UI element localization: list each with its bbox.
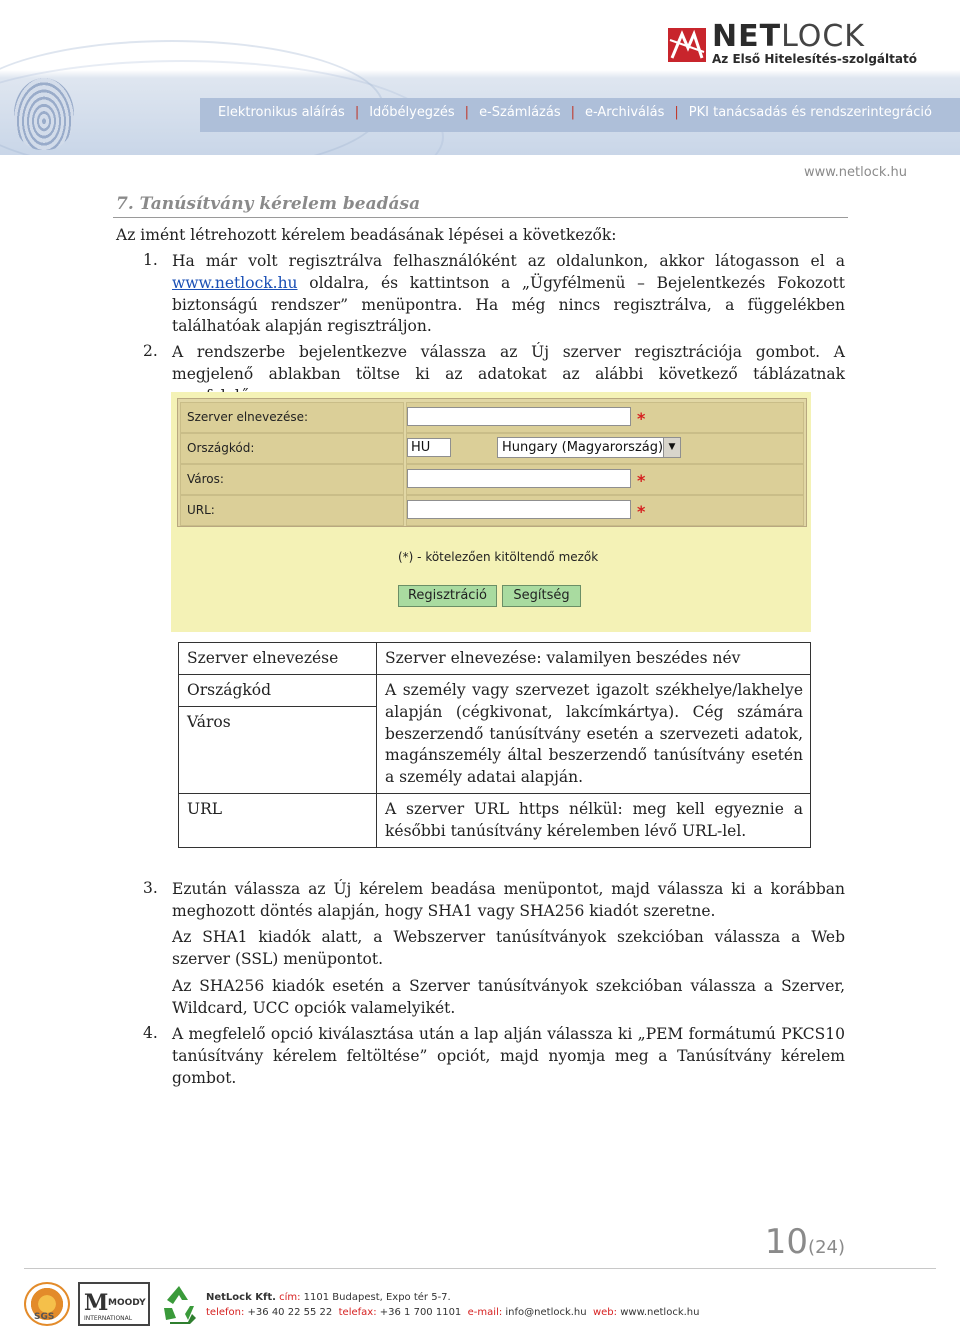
recycle-icon [158, 1282, 200, 1326]
table-row-divider [179, 793, 810, 794]
table-row-divider [179, 706, 376, 707]
chevron-down-icon[interactable]: ▼ [663, 438, 680, 457]
city-label: Város: [187, 472, 224, 486]
table-cell-field: URL [187, 800, 223, 818]
table-cell-description: A szerver URL https nélkül: meg kell egyeznie a későbbi tanúsítvány kérelemben lévő URL-lel. [385, 800, 803, 840]
url-input[interactable] [407, 500, 631, 519]
nav-separator: | [674, 105, 679, 120]
step-3-sha1-text: Az SHA1 kiadók alatt, a Webszerver tanúsítványok szekcióban válassza a Web szerver (SSL) menüpontot. [172, 928, 845, 968]
site-url: www.netlock.hu [803, 165, 907, 180]
moody-badge-label: MOODY [108, 1298, 146, 1308]
step-2-text: A rendszerbe bejelentkezve válassza az Új szerver regisztrációja gombot. A megjelenő ablakban töltse ki az adatokat az alábbi következő táblázatnak [172, 343, 845, 383]
form-label-cell [180, 495, 404, 526]
server-name-label: Szerver elnevezése: [187, 410, 309, 424]
country-select-value: Hungary (Magyarország) [502, 440, 664, 455]
step-1-text: Ha már volt regisztrálva felhasználóként az oldalunkon, akkor látogasson el a www.netlock.hu oldalra, és kattintson a „Ügyfélmenü – Bejelentkezés Fokozott biztonságú rendszer” menüpontra. Ha még nincs regisztrálva, a függelékben találhatóak alapján regisztráljon. [172, 252, 845, 336]
page-number: 10(24) [764, 1222, 845, 1262]
nav-separator: | [354, 105, 360, 120]
required-mark: * [637, 471, 646, 490]
form-input-cell [406, 433, 804, 464]
step-4-text: A megfelelő opció kiválasztása után a lap alján válassza ki „PEM formátumú PKCS10 tanúsítvány kérelem feltöltése” opciót, majd nyomja meg a Tanúsítvány kérelem gombot. [172, 1025, 845, 1087]
nav-item-electronic-signature: Elektronikus aláírás [218, 105, 345, 120]
table-cell-field: Város [187, 713, 231, 731]
netlock-link[interactable]: www.netlock.hu [172, 273, 298, 292]
sgs-badge-label: SGS [34, 1312, 55, 1322]
required-mark: * [637, 502, 646, 521]
step-number: 4. [143, 1024, 158, 1042]
footer-company-line: NetLock Kft. cím: 1101 Budapest, Expo tér 5-7. [206, 1292, 451, 1303]
step-3-sha256-text: Az SHA256 kiadók esetén a Szerver tanúsítványok szekcióban válassza a Szerver, Wildcard, UCC opciók valamelyikét. [172, 977, 845, 1017]
nav-item-pki-consulting: PKI tanácsadás és rendszerintegráció [688, 105, 932, 120]
form-input-cell [406, 495, 804, 526]
step-number: 3. [143, 879, 158, 897]
table-row-divider [179, 674, 810, 675]
form-label-cell [180, 402, 404, 433]
required-fields-note: (*) - kötelezően kitöltendő mezők [398, 550, 599, 564]
country-select[interactable] [497, 437, 681, 458]
city-input[interactable] [407, 469, 631, 488]
nav-separator: | [570, 105, 575, 120]
help-button[interactable]: Segítség [502, 585, 581, 607]
required-mark: * [637, 409, 646, 428]
footer-divider [24, 1268, 936, 1269]
sgs-certification-badge [24, 1282, 70, 1326]
form-label-cell [180, 433, 404, 464]
netlock-logo-icon [668, 28, 706, 62]
country-code-label: Országkód: [187, 441, 255, 455]
nav-item-e-invoicing: e-Számlázás [479, 105, 561, 120]
nav-separator: | [464, 105, 470, 120]
footer-contact-line: telefon: +36 40 22 55 22 telefax: +36 1 700 1101 e-mail: info@netlock.hu web: www.netlock.hu [206, 1307, 700, 1318]
section-divider [113, 217, 848, 218]
field-description-table [178, 642, 811, 848]
table-cell-description: A személy vagy szervezet igazolt székhelye/lakhelye alapján (cégkivonat, lakcímkártya). Cég számára beszerzendő tanúsítvány esetén a szervezeti adatok, magánszemély által beszerzendő tanúsítvány esetén a személy adatai alapján. [385, 681, 803, 787]
nav-item-timestamp: Időbélyegzés [369, 105, 455, 120]
page-header [0, 0, 960, 155]
step-3-text: Ezután válassza az Új kérelem beadása menüpontot, majd válassza ki a korábban meghozott döntés alapján, hogy SHA1 vagy SHA256 kiadót szeretne. [172, 880, 845, 920]
register-button[interactable]: Regisztráció [398, 585, 497, 607]
country-code-input[interactable]: HU [407, 438, 451, 457]
form-fields-table [177, 398, 807, 527]
step-number: 1. [143, 251, 158, 269]
step-number: 2. [143, 342, 158, 360]
form-input-cell [406, 464, 804, 495]
section-title: 7. Tanúsítvány kérelem beadása [116, 194, 421, 214]
nav-item-e-archiving: e-Archiválás [585, 105, 665, 120]
intro-text: Az imént létrehozott kérelem beadásának lépései a következők: [116, 226, 617, 244]
table-cell-description: Szerver elnevezése: valamilyen beszédes név [385, 649, 741, 667]
brand-logo-text: NETLOCK [712, 19, 865, 54]
form-label-cell [180, 464, 404, 495]
moody-certification-badge: M MOODY INTERNATIONAL [78, 1282, 150, 1326]
server-name-input[interactable] [407, 407, 631, 426]
table-cell-field: Szerver elnevezése [187, 649, 339, 667]
header-nav [210, 105, 940, 120]
brand-tagline: Az Első Hitelesítés-szolgáltató [712, 52, 917, 66]
url-label: URL: [187, 503, 215, 517]
fingerprint-icon [14, 78, 74, 150]
table-cell-field: Országkód [187, 681, 272, 699]
form-input-cell [406, 402, 804, 433]
moody-badge-sublabel: INTERNATIONAL [84, 1315, 133, 1322]
registration-form-screenshot [171, 392, 811, 632]
